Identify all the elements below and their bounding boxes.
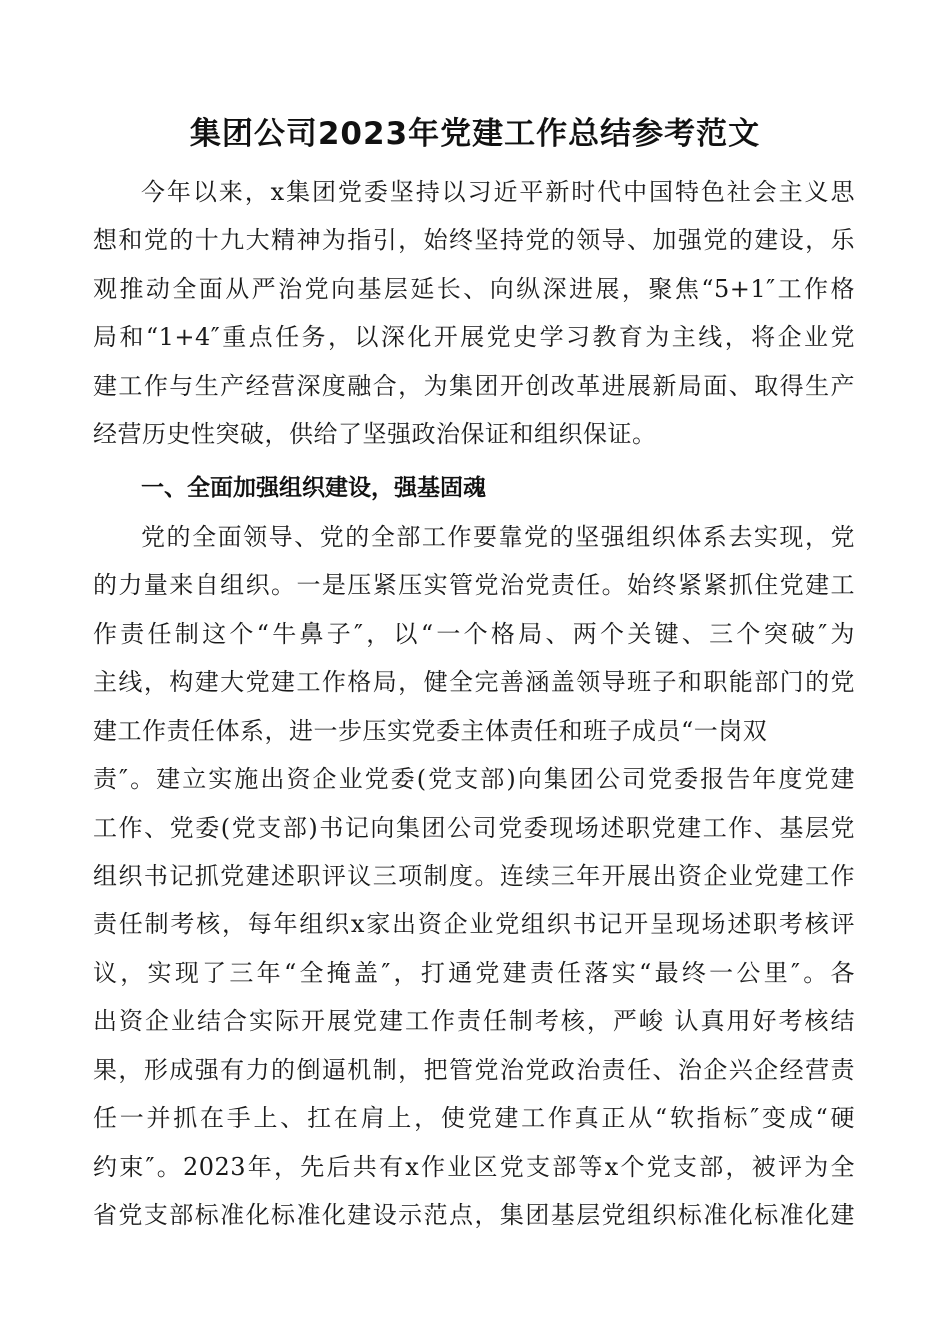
paragraph-line: 想和党的十九大精神为指引，始终坚持党的领导、加强党的建设，乐 [93,226,855,254]
paragraph-line: 建工作责任体系，进一步压实党委主体责任和班子成员“一岗双 [93,717,768,745]
paragraph-line: 工作、党委(党支部)书记向集团公司党委现场述职党建工作、基层党 [93,814,855,842]
paragraph-line: 建工作与生产经营深度融合，为集团开创改革进展新局面、取得生产 [93,372,855,400]
paragraph-line: 责任制考核，每年组织x家出资企业党组织书记开呈现场述职考核评 [93,910,855,938]
paragraph-line: 任一并抓在手上、扛在肩上，使党建工作真正从“软指标″变成“硬 [93,1104,855,1132]
paragraph-line: 约束″。2023年，先后共有x作业区党支部等x个党支部，被评为全 [93,1153,855,1181]
paragraph-line: 省党支部标准化标准化建设示范点，集团基层党组织标准化标准化建 [93,1201,855,1229]
paragraph-line: 经营历史性突破，供给了坚强政治保证和组织保证。 [93,420,657,448]
paragraph-line: 责″。建立实施出资企业党委(党支部)向集团公司党委报告年度党建 [93,765,855,793]
paragraph-line: 议，实现了三年“全掩盖″，打通党建责任落实“最终一公里″。各 [93,959,855,987]
paragraph-line: 的力量来自组织。一是压紧压实管党治党责任。始终紧紧抓住党建工 [93,571,855,599]
paragraph-line: 组织书记抓党建述职评议三项制度。连续三年开展出资企业党建工作 [93,862,855,890]
paragraph-line: 作责任制这个“牛鼻子″，以“一个格局、两个关键、三个突破″为 [93,620,855,648]
paragraph-line: 观推动全面从严治党向基层延长、向纵深进展，聚焦“5+1″工作格 [93,275,855,303]
paragraph-line: 主线，构建大党建工作格局，健全完善涵盖领导班子和职能部门的党 [93,668,855,696]
section-heading: 一、全面加强组织建设，强基固魂 [141,475,486,501]
paragraph-line: 出资企业结合实际开展党建工作责任制考核，严峻 认真用好考核结 [93,1007,855,1035]
paragraph-line: 果，形成强有力的倒逼机制，把管党治党政治责任、治企兴企经营责 [93,1056,855,1084]
paragraph-line: 局和“1+4″重点任务，以深化开展党史学习教育为主线，将企业党 [93,323,855,351]
paragraph-line: 今年以来，x集团党委坚持以习近平新时代中国特色社会主义思 [141,178,855,206]
paragraph-line: 党的全面领导、党的全部工作要靠党的坚强组织体系去实现，党 [141,523,855,551]
document-title: 集团公司2023年党建工作总结参考范文 [189,116,761,152]
